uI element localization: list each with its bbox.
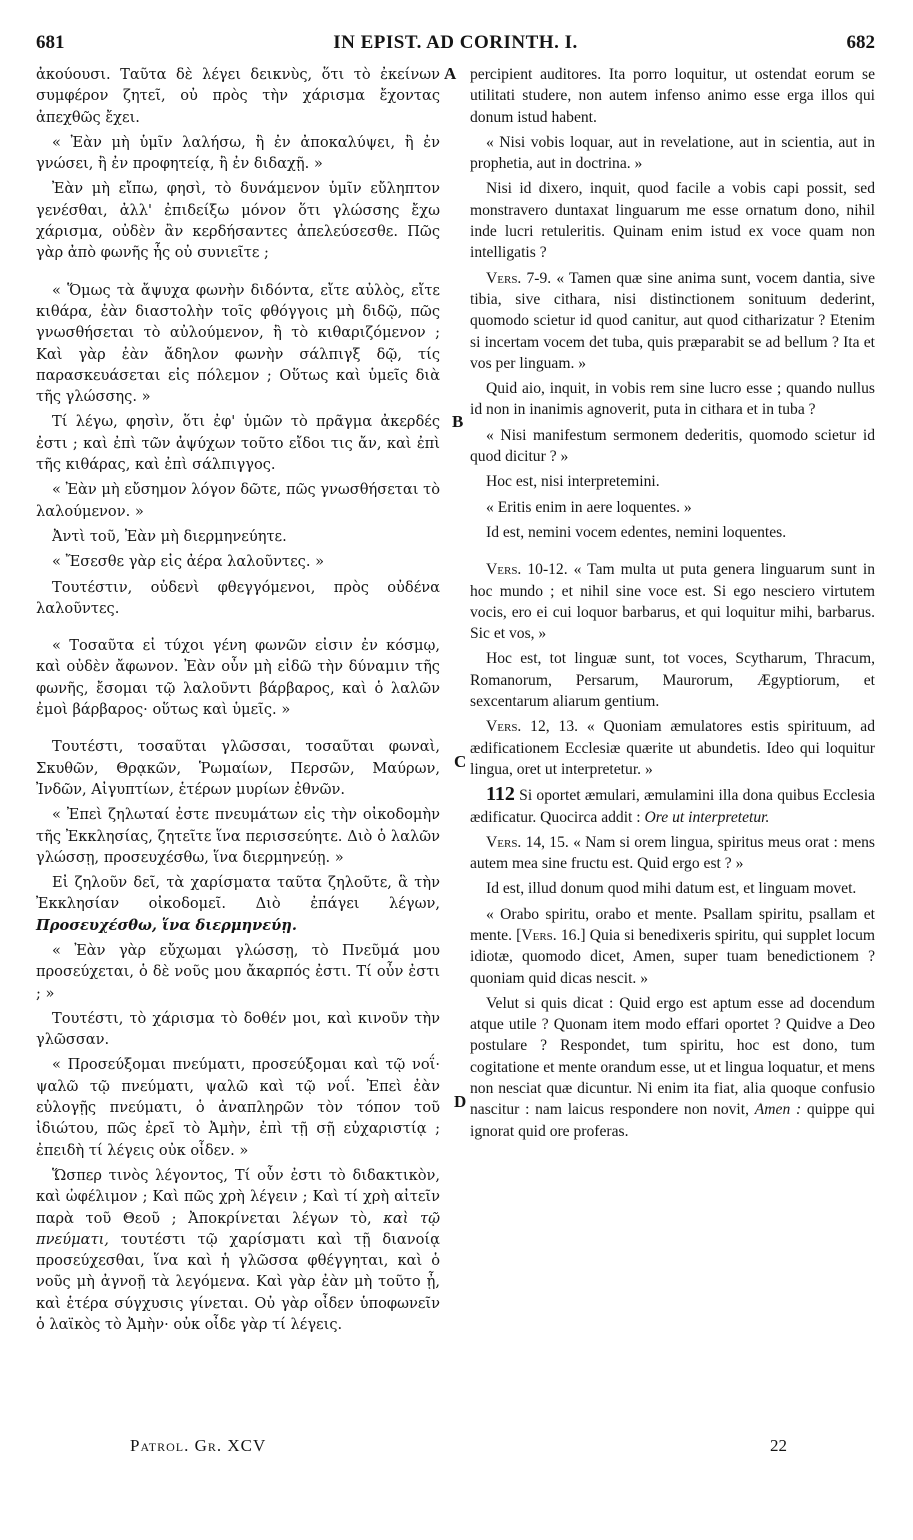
latin-column xyxy=(470,64,875,1146)
greek-paragraph: Τουτέστιν, οὐδενὶ φθεγγόμενοι, πρὸς οὐδένα λαλοῦντες. xyxy=(36,578,440,617)
latin-paragraph: percipient auditores. Ita porro loquitur, ut ostendat eorum se utilitati studere, non autem infenso animo esse erga illos qui donum istud habent. xyxy=(470,66,875,126)
greek-paragraph: Τί λέγω, φησὶν, ὅτι ἐφ' ὑμῶν τὸ πρᾶγμα ἀκερδές ἐστι ; καὶ ἐπὶ τῶν ἀψύχων τοῦτο εἴδοι τις ἄν, καὶ ἐπὶ τῆς κιθάρας, καὶ ἐπὶ σάλπιγγος. xyxy=(36,413,440,474)
latin-paragraph: Nisi id dixero, inquit, quod facile a vobis capi possit, sed monstravero duntaxat linguarum me esse ornatum dono, nihil inde lucri retuleritis. Quinam enim istud ex voce quam non intelligatis ? xyxy=(470,180,875,262)
latin-quote xyxy=(470,904,875,989)
greek-text: τουτέστι τῷ χαρίσματι καὶ τῇ διανοίᾳ προσεύχεσθαι, ἵνα καὶ ἡ γλῶσσα φθέγγηται, καὶ ὁ νοῦς μὴ ἀγνοῇ τὰ λεγόμενα. Καὶ γὰρ ἐὰν μὴ τοῦτο ᾖ, καὶ ἑτέρα σύγχυσις γίνεται. Οὐ γὰρ οἶδεν ὑποφωνεῖν ὁ λαϊκὸς τὸ Ἀμὴν· οὐκ οἶδε γὰρ τί λέγεις. xyxy=(36,1230,440,1334)
greek-quote: « Προσεύξομαι πνεύματι, προσεύξομαι καὶ τῷ νοΐ· ψαλῶ τῷ πνεύματι, ψαλῶ καὶ τῷ νοΐ. Ἐπεὶ ἐὰν εὐλογῇς πνεύματι, ὁ ἀναπληρῶν τὸν τόπον τοῦ ἰδιώτου, πῶς ἐρεῖ τὸ Ἀμὴν, ἐπὶ τῇ σῇ εὐχαριστίᾳ ; ἐπειδὴ τί λέγεις οὐκ οἶδεν. » xyxy=(36,1056,440,1159)
latin-quote: « Eritis enim in aere loquentes. » xyxy=(486,498,692,516)
greek-quote: « Τοσαῦτα εἰ τύχοι γένη φωνῶν εἰσιν ἐν κόσμῳ, καὶ οὐδὲν ἄφωνον. Ἐὰν οὖν μὴ εἰδῶ τὴν δύναμιν τῆς φωνῆς, ἔσομαι τῷ λαλοῦντι βάρβαρος, καὶ ὁ λαλῶν ἐμοὶ βάρβαρος· οὕτως καὶ ὑμεῖς. » xyxy=(36,637,440,719)
greek-paragraph: Τουτέστι, τοσαῦται γλῶσσαι, τοσαῦται φωναὶ, Σκυθῶν, Θρᾳκῶν, Ῥωμαίων, Περσῶν, Μαύρων, Ἰνδῶν, Αἰγυπτίων, ἑτέρων μυρίων ἐθνῶν. xyxy=(36,738,440,798)
verse-reference: Vers. 16. xyxy=(521,926,581,944)
margin-marker-c: C xyxy=(454,752,467,771)
latin-quote: « Nam si orem lingua, spiritus meus orat : mens autem mea sine fructu est. Quid ergo est ? » xyxy=(470,833,875,873)
greek-quote: « Ὅμως τὰ ἄψυχα φωνὴν διδόντα, εἴτε αὐλὸς, εἴτε κιθάρα, ἐὰν διαστολὴν τοῖς φθόγγοις μὴ διδῷ, πῶς γνωσθήσεται τὸ αὐλούμενον, ἢ τὸ κιθαριζόμενον ; Καὶ γὰρ ἐὰν ἄδηλον φωνὴν σάλπιγξ δῷ, τίς παρασκευάσεται εἰς πόλεμον ; Οὕτως καὶ ὑμεῖς διὰ τῆς γλώσσης. » xyxy=(36,281,440,406)
latin-text: « Orabo spiritu, orabo et mente. Psallam spiritu, psallam et mente. [ xyxy=(470,905,875,944)
latin-quote: « Nisi vobis loquar, aut in revelatione, aut in scientia, aut in prophetia, aut in doctrina. » xyxy=(470,133,875,173)
margin-marker-d: D xyxy=(454,1092,467,1111)
footer-sheet-number: 22 xyxy=(770,1436,787,1455)
greek-text: Ὥσπερ τινὸς λέγοντος, Τί οὖν ἐστι τὸ διδακτικὸν, καὶ ὠφέλιμον ; Καὶ πῶς χρὴ λέγειν ; Καὶ τί χρὴ αἰτεῖν παρὰ τοῦ Θεοῦ ; Ἀποκρίνεται λέγων τὸ, xyxy=(36,1166,440,1227)
latin-emphasis: Amen : xyxy=(754,1101,802,1119)
margin-marker-a: A xyxy=(444,64,457,83)
running-header xyxy=(36,32,875,58)
latin-emphasis: Ore ut interpretetur. xyxy=(644,808,770,826)
latin-quote: « Nisi manifestum sermonem dederitis, quomodo scietur id quod dicitur ? » xyxy=(470,426,875,466)
greek-paragraph: Ἀντὶ τοῦ, Ἐὰν μὴ διερμηνεύητε. xyxy=(52,527,287,545)
page-number-right: 682 xyxy=(846,32,875,53)
column-number: 112 xyxy=(486,783,515,806)
latin-paragraph xyxy=(470,268,875,374)
footer-signature: Patrol. Gr. XCV xyxy=(130,1436,267,1455)
latin-text: ] Quia si benedixeris spiritu, qui supplet locum idiotæ, quomodo dicet, Amen, super tuam benedictionem ? quoniam quid dicas nescit. » xyxy=(470,926,875,987)
greek-text: Εἰ ζηλοῦν δεῖ, τὰ χαρίσματα ταῦτα ζηλοῦτε, ἃ τὴν Ἐκκλησίαν οἰκοδομεῖ. Διὸ ἐπάγει λέγων, xyxy=(36,874,440,913)
latin-paragraph: Id est, illud donum quod mihi datum est, et linguam movet. xyxy=(486,880,857,898)
verse-reference: Vers. 7-9. xyxy=(486,269,552,287)
verse-reference: Vers. 10-12. xyxy=(486,561,568,579)
greek-emphasis: Προσευχέσθω, ἵνα διερμηνεύῃ. xyxy=(36,916,297,934)
greek-quote: « Ἐπεὶ ζηλωταί ἐστε πνευμάτων εἰς τὴν οἰκοδομὴν τῆς Ἐκκλησίας, ζητεῖτε ἵνα περισσεύητε. Διὸ ὁ λαλῶν γλώσσῃ, προσευχέσθω, ἵνα διερμηνεύῃ. » xyxy=(36,806,440,866)
latin-quote: « Tam multa ut puta genera linguarum sunt in hoc mundo ; et nihil sine voce est. Si ego nesciero virtutem vocis, ero ei cui loquor barbarus, et qui loquitur mihi, barbarus. Sic et vos, » xyxy=(470,561,875,643)
page-number-left: 681 xyxy=(36,32,65,53)
greek-emphasis: καὶ τῷ πνεύματι, xyxy=(36,1209,441,1248)
verse-reference: Vers. 12, 13. xyxy=(486,718,579,736)
verse-reference: Vers. 14, 15. xyxy=(486,833,569,851)
latin-paragraph: Quid aio, inquit, in vobis rem sine lucro esse ; quando nullus id non in inanimis agnoverit, puta in cithara et in tuba ? xyxy=(470,380,875,419)
greek-paragraph: Τουτέστι, τὸ χάρισμα τὸ δοθέν μοι, καὶ κινοῦν τὴν γλῶσσαν. xyxy=(36,1009,440,1049)
latin-paragraph: Hoc est, nisi interpretemini. xyxy=(486,473,660,491)
greek-quote: « Ἐὰν γὰρ εὔχωμαι γλώσσῃ, τὸ Πνεῦμά μου προσεύχεται, ὁ δὲ νοῦς μου ἄκαρπός ἐστι. Τί οὖν ἐστι ; » xyxy=(36,941,440,1002)
greek-paragraph xyxy=(36,872,440,936)
greek-paragraph xyxy=(36,1165,440,1335)
latin-text: Velut si quis dicat : Quid ergo est aptum esse ad docendum atque utile ? Quonam item modo effari oportet ? Quidve a Deo postulare ? Respondet, tum spiritu, hoc est dono, tum cogitatione et mente orandum esse, ut et lingua loquatur, et mens non nesciat quæ dicuntur. Ni enim ita fiat, alia quoque confusio nascitur : nam laicus respondere non novit, xyxy=(470,994,875,1119)
greek-quote: « Ἔσεσθε γὰρ εἰς ἀέρα λαλοῦντες. » xyxy=(52,553,325,571)
latin-paragraph xyxy=(470,784,875,828)
greek-paragraph: Ἐὰν μὴ εἴπω, φησὶ, τὸ δυνάμενον ὑμῖν εὔληπτον γενέσθαι, ἀλλ' ἐπιδείξω μόνον ὅτι γλώσσης ἔχω χάρισμα, οὐδὲν ἂν κερδήσαντες ἀπελεύσεσθε. Πῶς γὰρ ἀπὸ φωνῆς ἧς οὐ συνιεῖτε ; xyxy=(36,180,440,262)
latin-paragraph xyxy=(470,832,875,875)
latin-paragraph xyxy=(470,559,875,644)
greek-paragraph: ἀκούουσι. Ταῦτα δὲ λέγει δεικνὺς, ὅτι τὸ ἐκείνων συμφέρον ζητεῖ, οὐ πρὸς τὴν χάρισμα ἔχοντας ἀπεχθῶς ἔχει. xyxy=(36,66,440,126)
latin-quote: « Quoniam æmulatores estis spirituum, ad ædificationem Ecclesiæ quærite ut abundetis. Ideo qui loquitur lingua, oret ut interpretetur. » xyxy=(470,718,875,778)
latin-paragraph: Id est, nemini vocem edentes, nemini loquentes. xyxy=(486,523,787,541)
greek-quote: « Ἐὰν μὴ ὑμῖν λαλήσω, ἢ ἐν ἀποκαλύψει, ἢ ἐν γνώσει, ἢ ἐν προφητείᾳ, ἢ ἐν διδαχῇ. » xyxy=(36,133,440,173)
latin-paragraph xyxy=(470,993,875,1142)
running-title: IN EPIST. AD CORINTH. I. xyxy=(333,32,578,53)
latin-text: quippe qui ignorat quid ore proferas. xyxy=(470,1101,875,1140)
latin-paragraph xyxy=(470,716,875,780)
greek-quote: « Ἐὰν μὴ εὔσημον λόγον δῶτε, πῶς γνωσθήσεται τὸ λαλούμενον. » xyxy=(36,481,440,520)
latin-quote: « Tamen quæ sine anima sunt, vocem dantia, sive tibia, sive cithara, nisi distinctionem sonituum dederint, quomodo scietur id quod canitur, aut quod citharizatur ? Etenim si incertam vocem det tuba, quis præparabit se ad bellum ? Ita et vos per linguam. » xyxy=(470,269,876,372)
latin-paragraph: Hoc est, tot linguæ sunt, tot voces, Scytharum, Thracum, Romanorum, Persarum, Maurorum, Ægyptiorum, et sexcentarum aliarum gentium. xyxy=(470,650,875,711)
greek-column xyxy=(36,64,440,1339)
latin-text: Si oportet æmulari, æmulamini illa dona quibus Ecclesia ædificatur. Quocirca addit : xyxy=(470,787,875,826)
margin-marker-b: B xyxy=(452,412,464,431)
